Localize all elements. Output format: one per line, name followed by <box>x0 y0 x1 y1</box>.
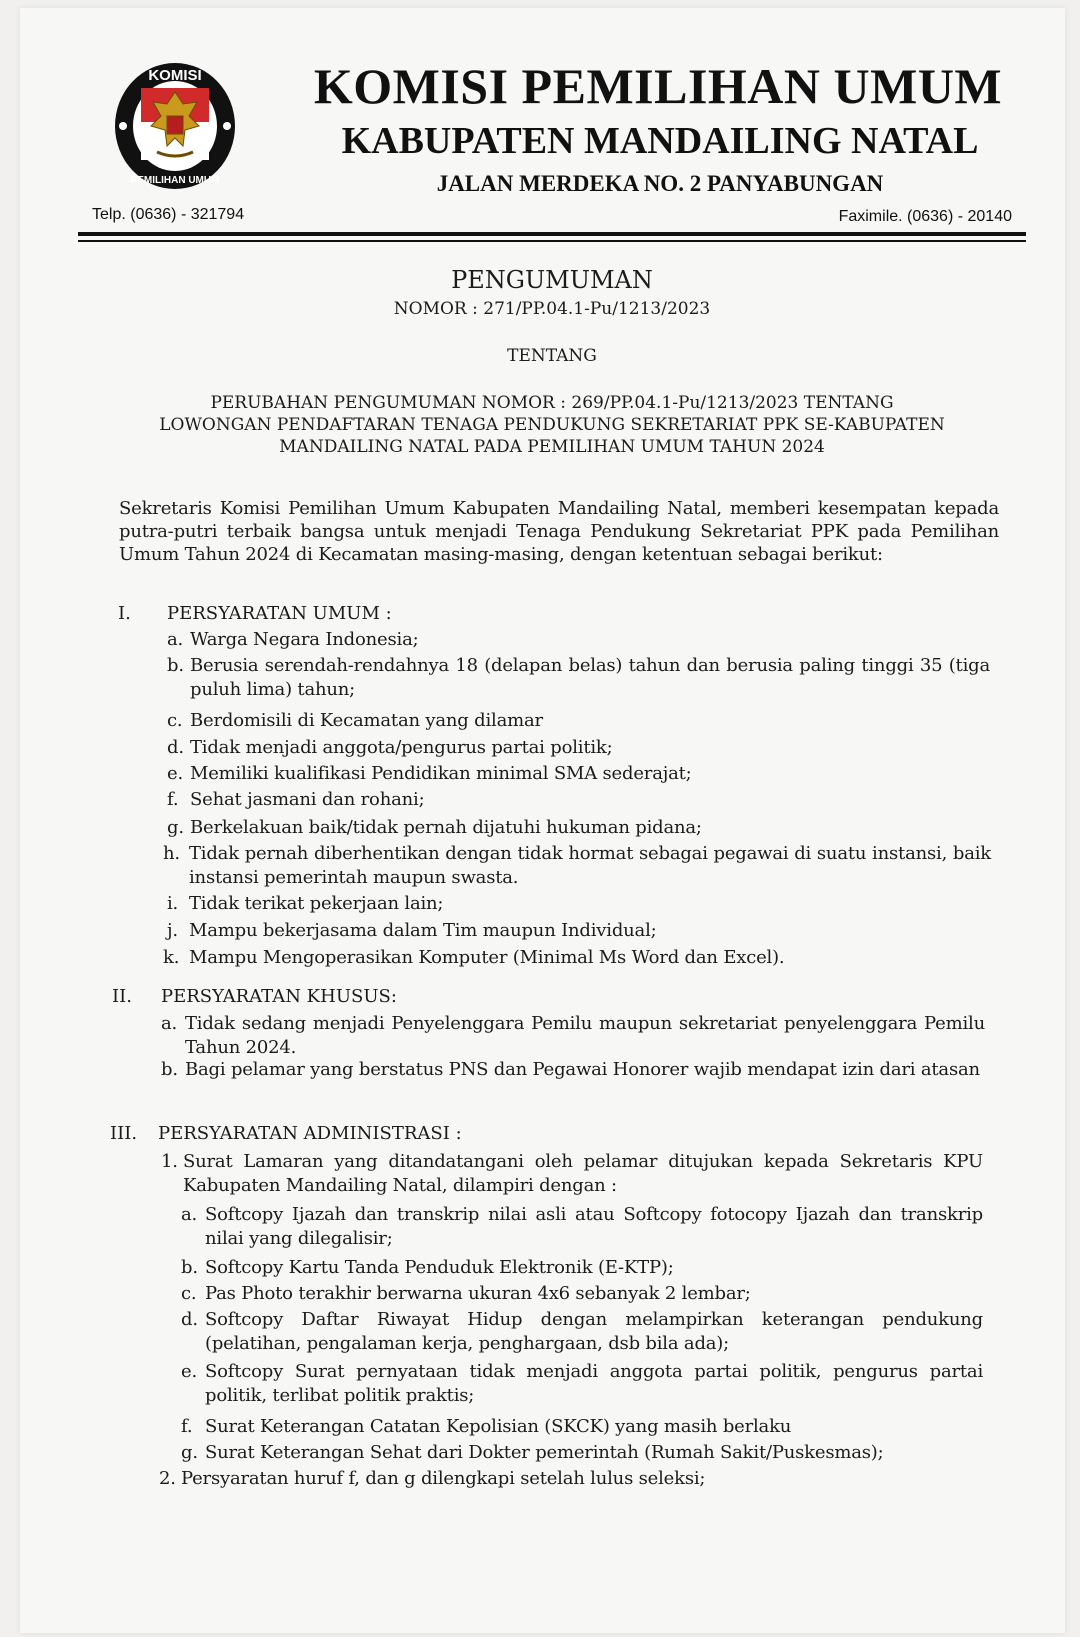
letterhead-phone: Telp. (0636) - 321794 <box>92 206 245 223</box>
list-item-text: Berdomisili di Kecamatan yang dilamar <box>190 710 543 731</box>
list-marker: h. <box>163 843 180 864</box>
list-item-text: Softcopy Kartu Tanda Penduduk Elektronik (E-KTP); <box>205 1257 674 1278</box>
list-item-text: Tidak menjadi anggota/pengurus partai politik; <box>190 737 613 758</box>
list-marker: b. <box>181 1257 198 1278</box>
list-item-text: Tidak pernah diberhentikan dengan tidak hormat sebagai pegawai di suatu instansi, baik instansi pemerintah maupun swasta. <box>189 843 991 888</box>
list-item-text: Berkelakuan baik/tidak pernah dijatuhi hukuman pidana; <box>190 817 702 838</box>
announcement-subject <box>78 392 1026 458</box>
section-numeral: I. <box>118 603 131 624</box>
list-marker: 2. <box>159 1468 176 1489</box>
section-heading: PERSYARATAN UMUM : <box>167 603 392 624</box>
list-marker: 1. <box>161 1151 178 1172</box>
letterhead-address: JALAN MERDEKA NO. 2 PANYABUNGAN <box>436 171 884 196</box>
list-marker: c. <box>181 1283 197 1304</box>
list-item-text: Persyaratan huruf f, dan g dilengkapi setelah lulus seleksi; <box>181 1468 706 1489</box>
list-marker: a. <box>181 1204 198 1225</box>
list-item-text: Memiliki kualifikasi Pendidikan minimal SMA sederajat; <box>190 763 692 784</box>
list-marker: e. <box>167 763 183 784</box>
list-marker: b. <box>161 1059 178 1080</box>
list-marker: b. <box>167 655 184 676</box>
list-item-text: Mampu Mengoperasikan Komputer (Minimal Ms Word dan Excel). <box>189 947 785 968</box>
list-marker: d. <box>167 737 184 758</box>
list-item-text: Tidak sedang menjadi Penyelenggara Pemilu maupun sekretariat penyelenggara Pemilu Tahun 2024. <box>185 1013 985 1058</box>
logo-ring-top-text: KOMISI <box>148 67 202 84</box>
list-marker: e. <box>181 1361 197 1382</box>
list-item-text: Surat Lamaran yang ditandatangani oleh pelamar ditujukan kepada Sekretaris KPU Kabupaten Mandailing Natal, dilampiri dengan : <box>183 1151 983 1196</box>
section-heading: PERSYARATAN KHUSUS: <box>161 986 397 1007</box>
list-marker: c. <box>167 710 183 731</box>
letterhead-divider-thin <box>78 240 1026 242</box>
list-item-text: Softcopy Ijazah dan transkrip nilai asli atau Softcopy fotocopy Ijazah dan transkrip nilai yang dilegalisir; <box>205 1204 983 1249</box>
list-item-text: Tidak terikat pekerjaan lain; <box>189 893 444 914</box>
letterhead-title: KOMISI PEMILIHAN UMUM <box>313 58 1003 114</box>
announcement-number: NOMOR : 271/PP.04.1-Pu/1213/2023 <box>393 299 711 319</box>
letterhead-fax: Faximile. (0636) - 20140 <box>838 208 1012 225</box>
list-item-text: Bagi pelamar yang berstatus PNS dan Pegawai Honorer wajib mendapat izin dari atasan <box>185 1059 980 1080</box>
section-numeral: III. <box>110 1123 138 1144</box>
list-item-text: Warga Negara Indonesia; <box>190 629 419 650</box>
list-marker: i. <box>167 893 179 914</box>
list-marker: f. <box>167 789 179 810</box>
subject-line: PERUBAHAN PENGUMUMAN NOMOR : 269/PP.04.1-Pu/1213/2023 TENTANG <box>210 393 894 413</box>
kpu-logo <box>113 60 238 192</box>
list-item-text: Surat Keterangan Sehat dari Dokter pemerintah (Rumah Sakit/Puskesmas); <box>205 1442 884 1463</box>
list-item-text: Softcopy Daftar Riwayat Hidup dengan melampirkan keterangan pendukung (pelatihan, pengalaman kerja, penghargaan, dsb bila ada); <box>205 1309 983 1354</box>
subject-line: LOWONGAN PENDAFTARAN TENAGA PENDUKUNG SEKRETARIAT PPK SE-KABUPATEN <box>159 415 945 435</box>
list-marker: j. <box>167 920 178 941</box>
list-item-text: Softcopy Surat pernyataan tidak menjadi anggota partai politik, pengurus partai politik, terlibat politik praktis; <box>205 1361 983 1406</box>
section-heading: PERSYARATAN ADMINISTRASI : <box>158 1123 462 1144</box>
list-item-text: Surat Keterangan Catatan Kepolisian (SKCK) yang masih berlaku <box>205 1416 792 1437</box>
announcement-about-label: TENTANG <box>507 346 597 366</box>
section-numeral: II. <box>112 986 132 1007</box>
list-item-text: Mampu bekerjasama dalam Tim maupun Individual; <box>189 920 657 941</box>
announcement-title: PENGUMUMAN <box>451 266 653 294</box>
logo-ring-bottom-text: PEMILIHAN UMUM <box>130 175 220 186</box>
list-item-text: Berusia serendah-rendahnya 18 (delapan belas) tahun dan berusia paling tinggi 35 (tiga puluh lima) tahun; <box>190 655 990 700</box>
intro-paragraph: Sekretaris Komisi Pemilihan Umum Kabupaten Mandailing Natal, memberi kesempatan kepada putra-putri terbaik bangsa untuk menjadi Tenaga Pendukung Sekretariat PPK pada Pemilihan Umum Tahun 2024 di Kecamatan masing-masing, dengan ketentuan sebagai berikut: <box>119 498 999 565</box>
list-marker: k. <box>163 947 180 968</box>
list-marker: f. <box>181 1416 193 1437</box>
list-marker: g. <box>167 817 184 838</box>
letterhead-subtitle: KABUPATEN MANDAILING NATAL <box>341 120 979 162</box>
list-marker: a. <box>161 1013 178 1034</box>
list-marker: g. <box>181 1442 198 1463</box>
list-item-text: Pas Photo terakhir berwarna ukuran 4x6 sebanyak 2 lembar; <box>205 1283 751 1304</box>
list-marker: a. <box>167 629 184 650</box>
subject-line: MANDAILING NATAL PADA PEMILIHAN UMUM TAHUN 2024 <box>279 437 825 457</box>
list-marker: d. <box>181 1309 198 1330</box>
list-item-text: Sehat jasmani dan rohani; <box>190 789 425 810</box>
letterhead-divider-thick <box>78 232 1026 236</box>
